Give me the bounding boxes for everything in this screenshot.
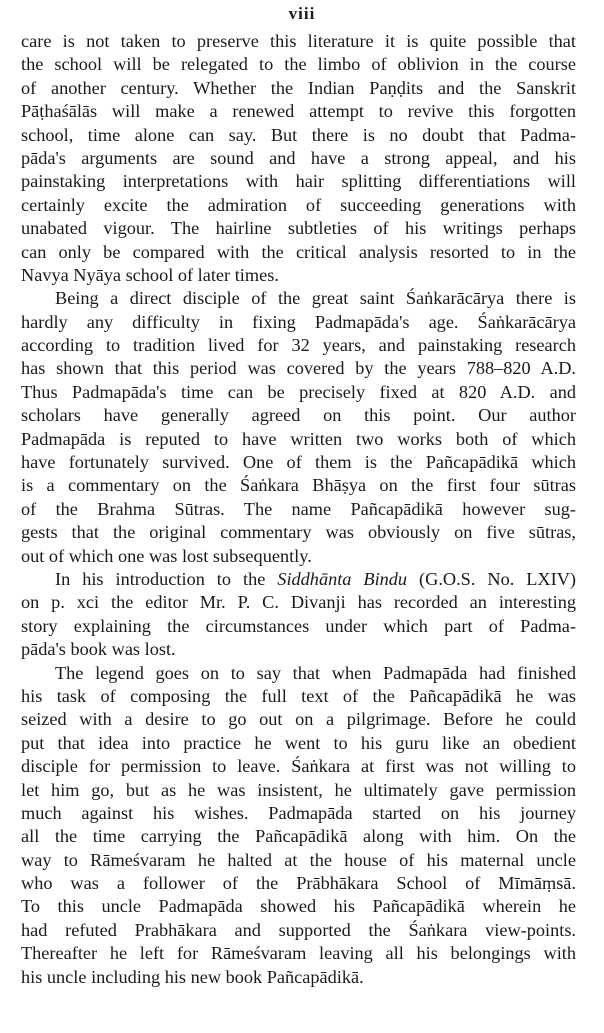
text-line: pāda's book was lost.	[21, 639, 176, 660]
text-line: story explaining the circumstances under which part of Padma-	[21, 615, 576, 636]
text-line: Navya Nyāya school of later times.	[21, 264, 279, 285]
text-line: pāda's arguments are sound and have a strong appeal, and his	[21, 147, 576, 168]
text-line: To this uncle Padmapāda showed his Pañcapādikā wherein he	[21, 896, 576, 917]
text-line: the school will be relegated to the limbo of oblivion in the course	[21, 54, 576, 75]
text-line: seized with a desire to go out on a pilgrimage. Before he could	[21, 709, 576, 730]
text-line: who was a follower of the Prābhākara School of Mīmāṃsā.	[21, 873, 576, 894]
paragraph	[21, 30, 576, 287]
text-line: put that idea into practice he went to his guru like an obedient	[21, 732, 576, 753]
paragraph	[21, 662, 576, 989]
text-line: certainly excite the admiration of succeeding generations with	[21, 194, 576, 215]
text-line: care is not taken to preserve this literature it is quite possible that	[21, 31, 576, 51]
text-line: much against his wishes. Padmapāda started on his journey	[21, 802, 576, 823]
page-number: viii	[288, 4, 316, 23]
text-line: unabated vigour. The hairline subtleties of his writings perhaps	[21, 218, 576, 239]
text-line: according to tradition lived for 32 years, and painstaking research	[21, 335, 576, 356]
text-line: Being a direct disciple of the great saint Śaṅkarācārya there is	[55, 288, 576, 309]
text-line: scholars have generally agreed on this point. Our author	[21, 405, 576, 426]
text-line: had refuted Prabhākara and supported the Śaṅkara view-points.	[21, 919, 576, 940]
text-line: Padmapāda is reputed to have written two works both of which	[21, 428, 576, 449]
text-line: Pāṭhaśālās will make a renewed attempt to revive this forgotten	[21, 101, 576, 122]
text-line: of another century. Whether the Indian Paṇḍits and the Sanskrit	[21, 77, 576, 98]
text-line: his task of composing the full text of the Pañcapādikā he was	[21, 685, 576, 706]
text-line: his uncle including his new book Pañcapādikā.	[21, 966, 364, 987]
text-line: has shown that this period was covered by the years 788–820 A.D.	[21, 358, 576, 379]
text-line: gests that the original commentary was obviously on five sūtras,	[21, 522, 576, 543]
text-line: hardly any difficulty in fixing Padmapāda's age. Śaṅkarācārya	[21, 311, 576, 332]
text-line: Thereafter he left for Rāmeśvaram leaving all his belongings with	[21, 943, 576, 964]
text-line: is a commentary on the Śaṅkara Bhāṣya on the first four sūtras	[21, 475, 576, 496]
text-line: The legend goes on to say that when Padmapāda had finished	[55, 662, 576, 683]
text-line: can only be compared with the critical analysis resorted to in the	[21, 241, 576, 262]
text-line: of the Brahma Sūtras. The name Pañcapādikā however sug-	[21, 498, 576, 519]
text-line: Thus Padmapāda's time can be precisely fixed at 820 A.D. and	[21, 381, 576, 402]
text-line: let him go, but as he was insistent, he ultimately gave permission	[21, 779, 576, 800]
text-line: all the time carrying the Pañcapādikā along with him. On the	[21, 826, 576, 847]
text-line: painstaking interpretations with hair splitting differentiations will	[21, 171, 576, 192]
body-text	[21, 30, 576, 989]
paragraph	[21, 287, 576, 568]
text-line: school, time alone can say. But there is no doubt that Padma-	[21, 124, 576, 145]
paragraph	[21, 568, 576, 662]
text-line: In his introduction to the Siddhānta Bindu (G.O.S. No. LXIV)	[55, 568, 576, 589]
text-line: have fortunately survived. One of them is the Pañcapādikā which	[21, 452, 576, 473]
text-line: disciple for permission to leave. Śaṅkara at first was not willing to	[21, 756, 576, 777]
text-line: out of which one was lost subsequently.	[21, 545, 312, 566]
text-line: way to Rāmeśvaram he halted at the house of his maternal uncle	[21, 849, 576, 870]
text-line: on p. xci the editor Mr. P. C. Divanji has recorded an interesting	[21, 592, 576, 613]
